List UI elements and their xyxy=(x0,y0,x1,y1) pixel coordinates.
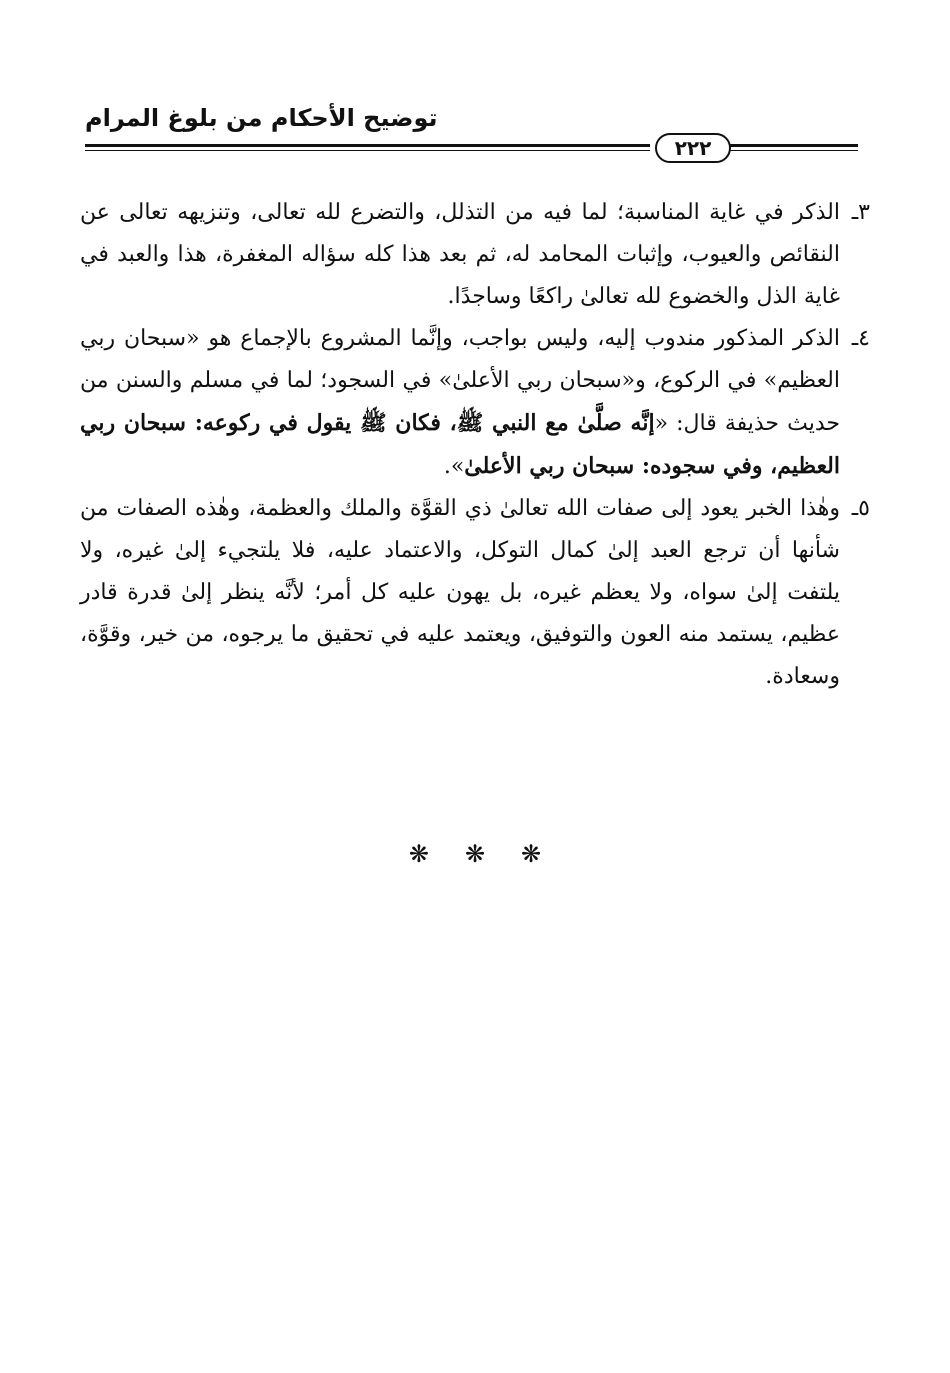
book-title: توضيح الأحكام من بلوغ المرام xyxy=(85,104,438,132)
item-text: الذكر المذكور مندوب إليه، وليس بواجب، وإنَّما المشروع بالإجماع هو «سبحان ربي العظيم» في الركوع، و«سبحان ربي الأعلىٰ» في السجود؛ لما في مسلم والسنن من حديث حذيفة قال: « xyxy=(80,326,841,436)
section-separator xyxy=(0,840,950,868)
asterism-glyph: ❋ xyxy=(521,840,542,868)
body-text xyxy=(80,192,870,698)
item-text: الذكر في غاية المناسبة؛ لما فيه من التذلل، والتضرع لله تعالى، وتنزيهه تعالى عن النقائص والعيوب، وإثبات المحامد له، ثم بعد هذا كله سؤاله المغفرة، هذا والعبد في غاية الذل والخضوع لله تعالىٰ راكعًا وساجدًا. xyxy=(80,200,840,309)
asterism-glyph: ❋ xyxy=(464,840,486,868)
item-text: وهٰذا الخبر يعود إلى صفات الله تعالىٰ ذي القوَّة والملك والعظمة، وهٰذه الصفات من شأنها أن ترجع العبد إلىٰ كمال التوكل، والاعتماد عليه، فلا يلتجيء إلىٰ غيره، ولا يلتفت إلىٰ سواه، ولا يعظم غيره، بل يهون عليه كل أمر؛ لأنَّه ينظر إلىٰ قدرة قادر عظيم، يستمد منه العون والتوفيق، ويعتمد عليه في تحقيق ما يرجوه، من خير، وقوَّة، وسعادة. xyxy=(80,496,840,689)
header-rule xyxy=(730,144,858,147)
hadith-quote: إنَّه صلَّىٰ مع النبي ﷺ، فكان ﷺ يقول في ركوعه: سبحان ربي العظيم، وفي سجوده: سبحان ربي الأعلىٰ xyxy=(80,410,840,479)
list-item xyxy=(80,192,870,318)
page-number: ٢٢٢ xyxy=(655,133,731,163)
list-item xyxy=(80,318,870,488)
running-header xyxy=(85,100,865,170)
header-rule xyxy=(85,144,650,147)
item-number: ٣ـ xyxy=(851,200,870,225)
header-rule xyxy=(85,150,650,151)
item-number: ٤ـ xyxy=(851,326,870,351)
item-text-end: ». xyxy=(443,454,465,479)
list-item xyxy=(80,488,870,698)
asterism-glyph: ❋ xyxy=(408,840,429,868)
header-rule xyxy=(730,150,858,151)
item-number: ٥ـ xyxy=(851,496,870,521)
